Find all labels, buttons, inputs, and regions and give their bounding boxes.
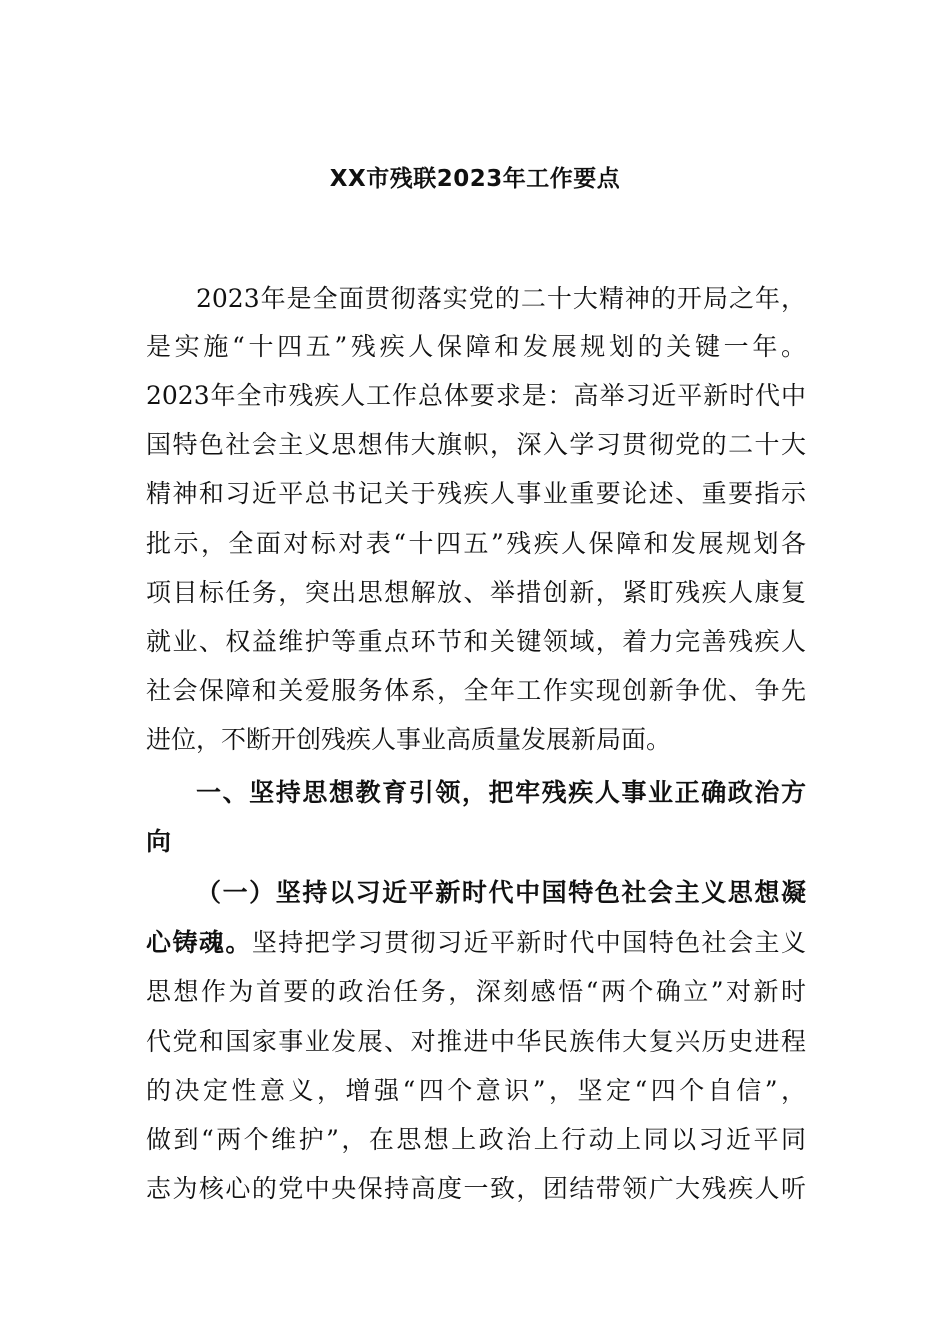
paragraph-line: 2023年全市残疾人工作总体要求是：高举习近平新时代中 [146,381,806,410]
paragraph-line: 是实施“十四五”残疾人保障和发展规划的关键一年。 [146,332,806,361]
paragraph-line: 社会保障和关爱服务体系，全年工作实现创新争优、争先 [146,676,806,705]
paragraph-text: 坚持把学习贯彻习近平新时代中国特色社会主义 [251,928,806,957]
section-heading: 向 [146,827,172,856]
paragraph-line: 进位，不断开创残疾人事业高质量发展新局面。 [146,725,672,754]
paragraph-line: 精神和习近平总书记关于残疾人事业重要论述、重要指示 [146,479,806,508]
section-heading: 一、坚持思想教育引领，把牢残疾人事业正确政治方 [196,778,806,807]
paragraph-line: 代党和国家事业发展、对推进中华民族伟大复兴历史进程 [146,1027,806,1056]
paragraph-line: 项目标任务，突出思想解放、举措创新，紧盯残疾人康复 [146,578,806,607]
paragraph-line: 志为核心的党中央保持高度一致，团结带领广大残疾人听 [146,1174,806,1203]
subsection-heading-end: 心铸魂。 [146,928,252,957]
subsection-mixed-line [146,925,806,961]
paragraph-line: 思想作为首要的政治任务，深刻感悟“两个确立”对新时 [146,977,806,1006]
paragraph-line: 的决定性意义，增强“四个意识”，坚定“四个自信”， [146,1076,806,1105]
subsection-heading: （一）坚持以习近平新时代中国特色社会主义思想凝 [196,878,806,907]
paragraph-line: 国特色社会主义思想伟大旗帜，深入学习贯彻党的二十大 [146,430,806,459]
paragraph-line: 批示，全面对标对表“十四五”残疾人保障和发展规划各 [146,529,806,558]
paragraph-line: 2023年是全面贯彻落实党的二十大精神的开局之年， [196,284,806,313]
document-title: XX市残联2023年工作要点 [329,166,621,192]
paragraph-line: 做到“两个维护”，在思想上政治上行动上同以习近平同 [146,1125,806,1154]
paragraph-line: 就业、权益维护等重点环节和关键领域，着力完善残疾人 [146,627,806,656]
